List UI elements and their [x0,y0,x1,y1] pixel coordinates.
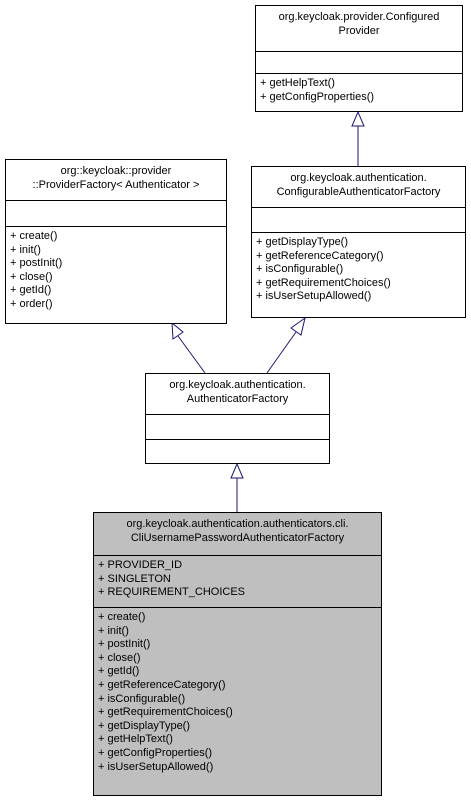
method: + postInit() [10,257,63,270]
arrowhead-provider-factory [172,323,183,339]
attribute: + PROVIDER_ID [98,559,183,571]
edge-authfactory-to-configurable [267,332,296,373]
title-line: AuthenticatorFactory [186,393,289,405]
title-line: ConfigurableAuthenticatorFactory [276,186,441,198]
method: + getRequirementChoices() [256,276,391,289]
arrowhead-configured-provider [352,112,364,126]
method: + getDisplayType() [256,236,349,248]
method: + create() [10,230,58,242]
class-configurable-authenticator-factory[interactable] [251,166,466,318]
attribute: + SINGLETON [98,572,171,585]
method: + close() [98,651,141,664]
class-configured-provider[interactable] [255,5,463,112]
methods-section [146,439,329,463]
method: + getConfigProperties() [98,746,213,759]
attribute: + REQUIREMENT_CHOICES [98,586,245,599]
class-title [256,6,462,51]
method: + isConfigurable() [98,692,186,705]
method: + postInit() [98,638,151,651]
class-title [252,167,465,207]
arrowhead-configurable-factory [291,318,305,335]
attributes-section [6,200,226,226]
class-title [94,513,381,555]
title-line: org::keycloak::provider [60,165,172,177]
arrowhead-authenticator-factory [231,464,243,478]
class-title [6,160,226,200]
method: + init() [98,624,129,637]
attributes-section [256,51,462,73]
method: + init() [10,243,41,256]
method: + getId() [98,665,140,678]
title-line: CliUsernamePasswordAuthenticatorFactory [130,532,345,544]
title-line: org.keycloak.provider.Configured [278,11,440,23]
title-line: org.keycloak.authentication.authenticators.cli. [126,518,349,530]
method: + getRequirementChoices() [98,706,233,719]
edge-authfactory-to-providerfactory [178,336,205,373]
attributes-section [252,207,465,232]
methods-section [6,226,226,312]
title-line: ::ProviderFactory< Authenticator > [32,179,200,191]
method: + getReferenceCategory() [98,678,226,691]
methods-section [252,232,465,304]
class-provider-factory[interactable] [5,159,227,324]
method: + getHelpText() [98,733,173,746]
attributes-section [146,414,329,439]
method: + getConfigProperties() [260,90,375,103]
attributes-section [94,555,381,607]
method: + create() [98,611,146,623]
title-line: Provider [338,25,380,37]
title-line: org.keycloak.authentication. [169,379,306,391]
class-authenticator-factory[interactable] [145,373,330,464]
method: + getReferenceCategory() [256,249,384,262]
class-cli-username-password-authenticator-factory[interactable] [93,512,382,796]
class-title [146,374,329,414]
method: + getId() [10,284,52,297]
method: + getHelpText() [260,77,335,89]
method: + close() [10,270,53,283]
method: + order() [10,297,53,310]
method: + getDisplayType() [98,719,191,732]
methods-section [256,73,462,104]
methods-section [94,607,381,774]
method: + isConfigurable() [256,263,344,276]
method: + isUserSetupAllowed() [98,760,214,773]
method: + isUserSetupAllowed() [256,290,372,303]
title-line: org.keycloak.authentication. [290,172,427,184]
